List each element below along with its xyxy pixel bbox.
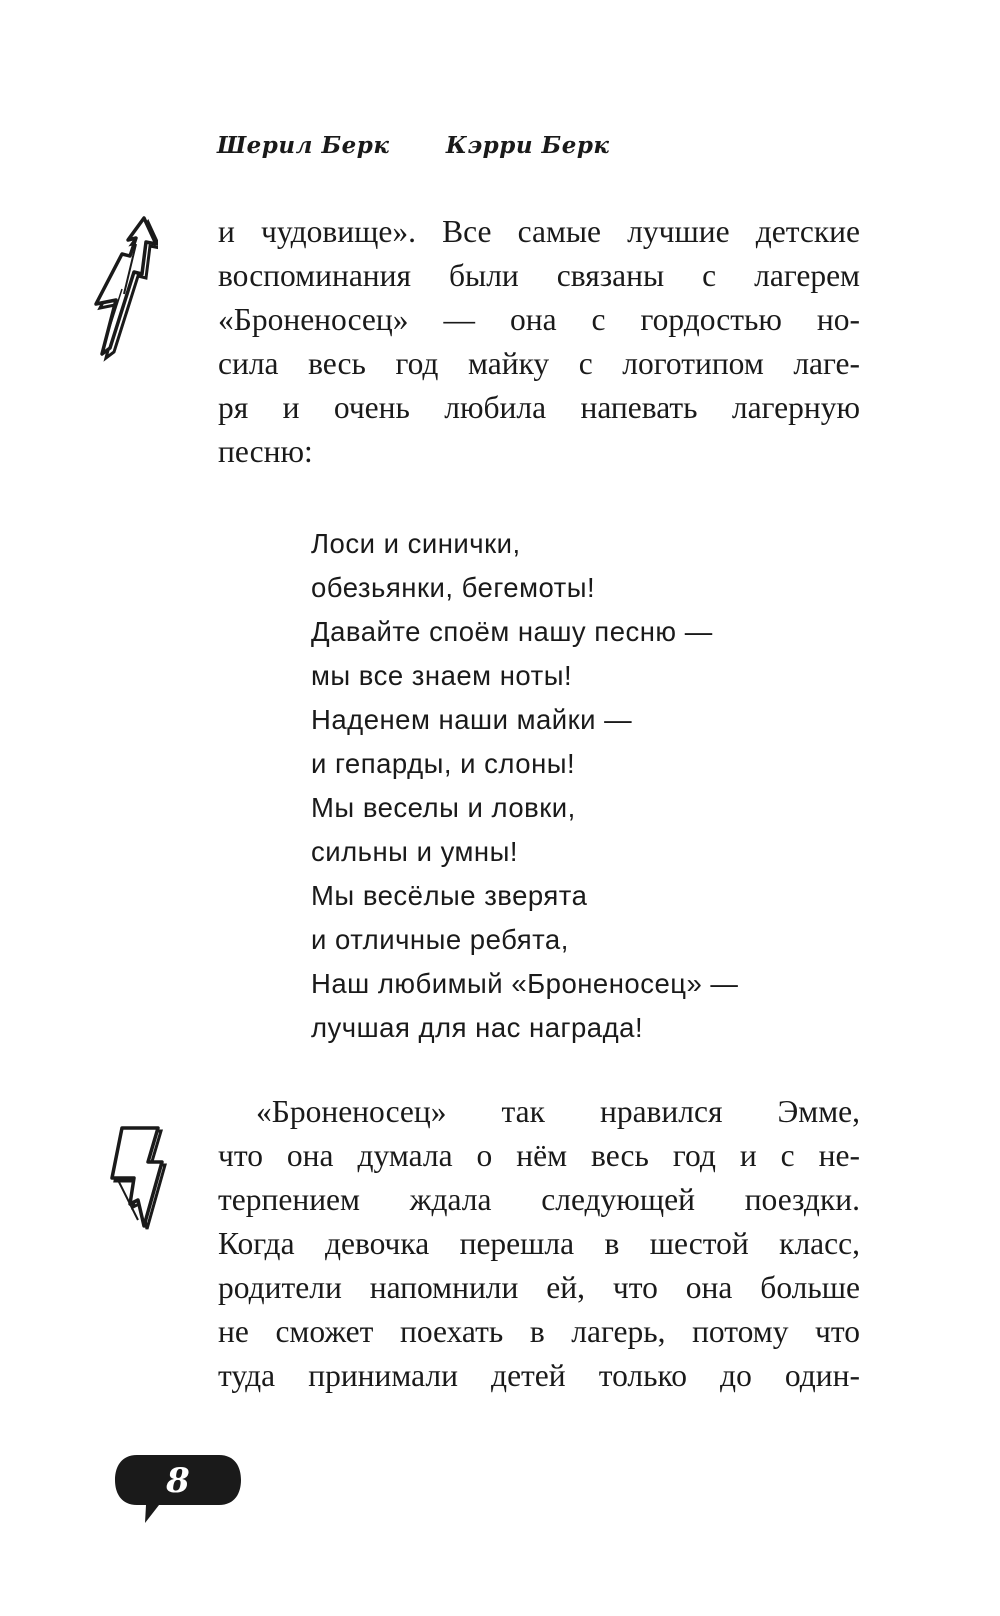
- lightning-bolt-icon: [108, 1122, 168, 1232]
- page-number: 8: [166, 1461, 190, 1501]
- text-line: туда принимали детей только до один-: [218, 1358, 860, 1393]
- poem-line: Лоси и синички,: [311, 528, 521, 559]
- poem-line: и отличные ребята,: [311, 924, 569, 955]
- poem-line: и гепарды, и слоны!: [311, 748, 576, 779]
- poem-line: мы все знаем ноты!: [311, 660, 573, 691]
- text-line: песню:: [218, 434, 313, 469]
- lightning-bolt-arrow-icon: [76, 214, 158, 364]
- poem-line: лучшая для нас награда!: [311, 1012, 644, 1043]
- author-name-2: Кэрри Берк: [445, 132, 610, 159]
- text-line: «Броненосец» — она с гордостью но-: [218, 302, 860, 337]
- text-line: и чудовище». Все самые лучшие детские: [218, 214, 860, 249]
- poem-line: обезьянки, бегемоты!: [311, 572, 596, 603]
- text-line: не сможет поехать в лагерь, потому что: [218, 1314, 860, 1349]
- text-line: родители напомнили ей, что она больше: [218, 1270, 860, 1305]
- text-line: Когда девочка перешла в шестой класс,: [218, 1226, 860, 1261]
- poem-line: сильны и умны!: [311, 836, 519, 867]
- paragraph-1: [218, 210, 860, 474]
- text-line: сила весь год майку с логотипом лаге-: [218, 346, 860, 381]
- poem-line: Мы веселы и ловки,: [311, 792, 576, 823]
- text-line: «Броненосец» так нравился Эмме,: [256, 1094, 860, 1129]
- text-line: воспоминания были связаны с лагерем: [218, 258, 860, 293]
- author-name-1: Шерил Берк: [217, 132, 390, 159]
- running-header: [217, 132, 658, 159]
- paragraph-2: [218, 1090, 860, 1398]
- camp-song-poem: [311, 522, 738, 1050]
- text-line: терпением ждала следующей поездки.: [218, 1182, 860, 1217]
- poem-line: Наш любимый «Броненосец» —: [311, 968, 739, 999]
- text-line: что она думала о нём весь год и с не-: [218, 1138, 860, 1173]
- poem-line: Мы весёлые зверята: [311, 880, 588, 911]
- text-line: ря и очень любила напевать лагерную: [218, 390, 860, 425]
- poem-line: Наденем наши майки —: [311, 704, 633, 735]
- poem-line: Давайте споём нашу песню —: [311, 616, 713, 647]
